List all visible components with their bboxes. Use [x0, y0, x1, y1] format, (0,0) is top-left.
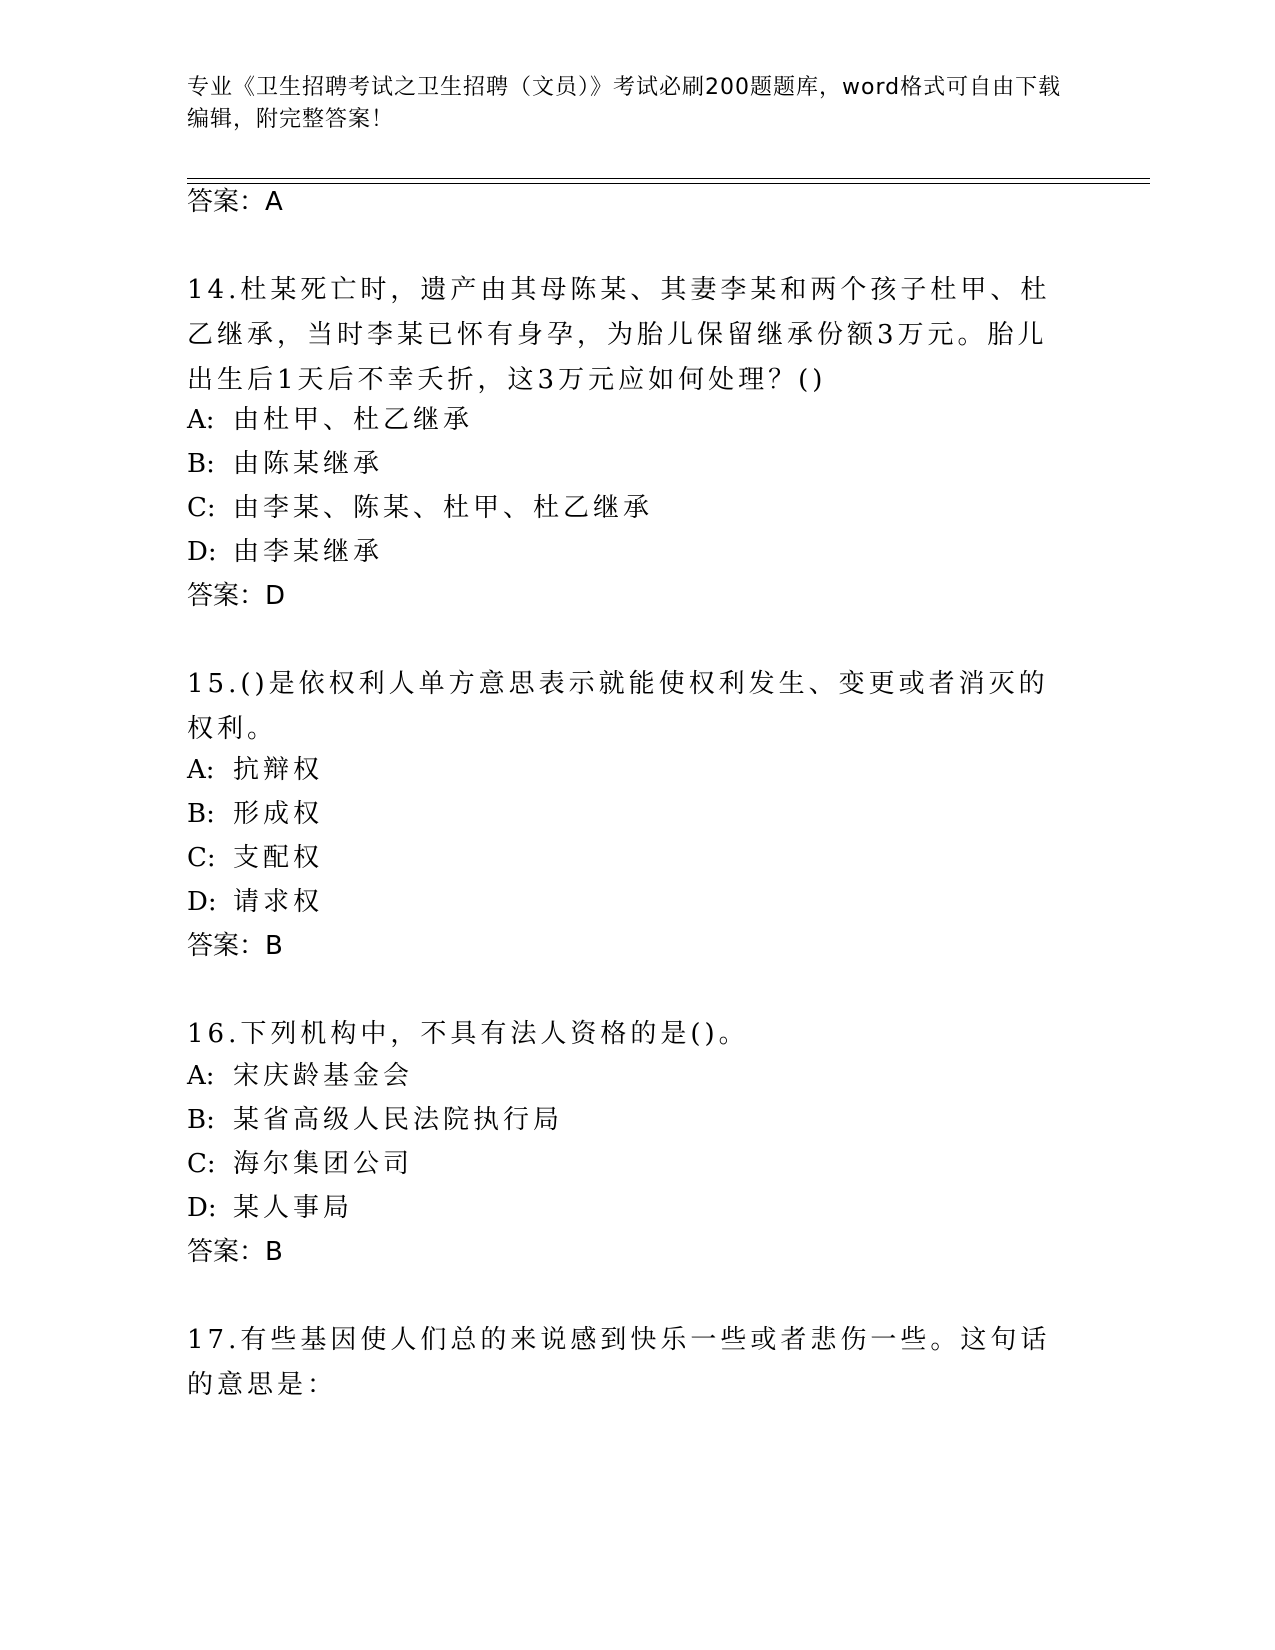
question-16-option-d	[187, 1190, 353, 1226]
question-14-option-d	[187, 534, 383, 570]
option-letter: B:	[187, 1105, 215, 1135]
option-letter: B:	[187, 449, 215, 479]
option-text: 宋庆龄基金会	[233, 1061, 414, 1091]
header-divider-top	[187, 178, 1150, 179]
option-letter: A:	[187, 1061, 215, 1091]
option-text: 形成权	[233, 799, 324, 829]
question-16-text: 16.下列机构中，不具有法人资格的是()。	[187, 1019, 749, 1049]
option-letter: A:	[187, 405, 215, 435]
question-14-option-b	[187, 446, 383, 482]
option-text: 请求权	[233, 887, 324, 917]
option-letter: D:	[187, 537, 217, 567]
answer-16: 答案：B	[187, 1237, 283, 1267]
option-text: 海尔集团公司	[233, 1149, 414, 1179]
question-14-text: 14.杜某死亡时，遗产由其母陈某、其妻李某和两个孩子杜甲、杜乙继承，当时李某已怀有身孕，为胎儿保留继承份额3万元。胎儿出生后1天后不幸夭折，这3万元应如何处理？()	[187, 275, 1051, 395]
question-15-option-b	[187, 796, 323, 832]
answer-15: 答案：B	[187, 931, 283, 961]
question-17-text: 17.有些基因使人们总的来说感到快乐一些或者悲伤一些。这句话的意思是：	[187, 1325, 1051, 1400]
option-text: 由杜甲、杜乙继承	[233, 405, 474, 435]
option-text: 某省高级人民法院执行局	[233, 1105, 564, 1135]
question-16-option-c	[187, 1146, 413, 1182]
question-16-option-a	[187, 1058, 413, 1094]
question-14-option-c	[187, 490, 653, 526]
question-15-option-c	[187, 840, 323, 876]
option-text: 由陈某继承	[233, 449, 384, 479]
option-letter: C:	[187, 1149, 216, 1179]
option-letter: D:	[187, 887, 217, 917]
option-letter: B:	[187, 799, 215, 829]
question-16-option-b	[187, 1102, 563, 1138]
question-15-option-a	[187, 752, 323, 788]
option-text: 某人事局	[233, 1193, 354, 1223]
answer-14: 答案：D	[187, 581, 286, 611]
option-text: 由李某继承	[233, 537, 384, 567]
option-text: 由李某、陈某、杜甲、杜乙继承	[233, 493, 654, 523]
option-letter: C:	[187, 493, 216, 523]
answer-13: 答案：A	[187, 187, 283, 217]
document-header: 专业《卫生招聘考试之卫生招聘（文员）》考试必刷200题题库，word格式可自由下载编辑，附完整答案！	[187, 75, 1062, 132]
option-text: 抗辩权	[233, 755, 324, 785]
option-letter: C:	[187, 843, 216, 873]
question-15-text: 15.()是依权利人单方意思表示就能使权利发生、变更或者消灭的权利。	[187, 669, 1049, 744]
header-divider-bottom	[187, 183, 1150, 184]
question-14-option-a	[187, 402, 473, 438]
option-text: 支配权	[233, 843, 324, 873]
option-letter: A:	[187, 755, 215, 785]
question-15-option-d	[187, 884, 323, 920]
option-letter: D:	[187, 1193, 217, 1223]
